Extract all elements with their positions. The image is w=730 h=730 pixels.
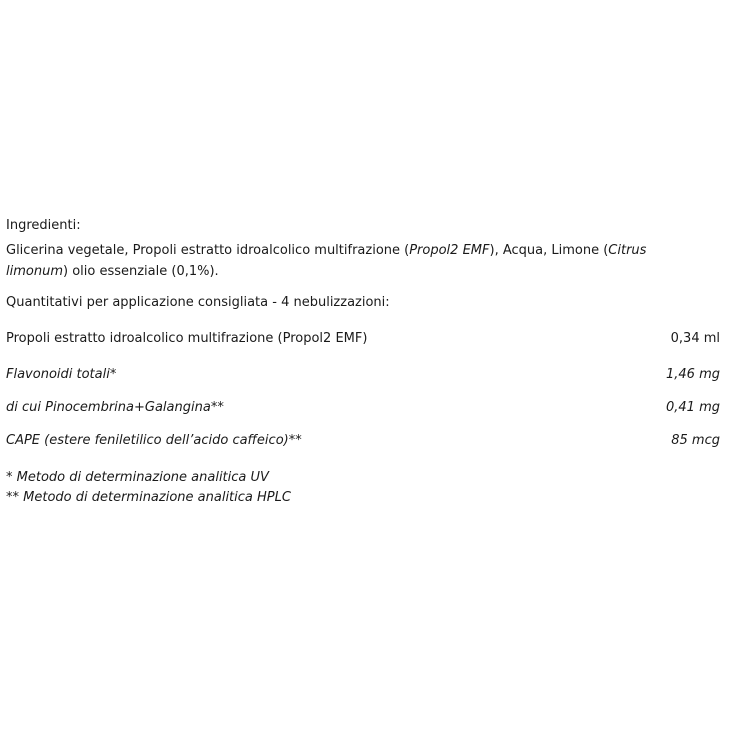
quantity-row [6, 433, 720, 448]
footnote-hplc: ** Metodo di determinazione analitica HPLC [6, 490, 291, 505]
quantity-label: CAPE (estere feniletilico dell’acido caffeico)** [6, 433, 302, 448]
ingredients-citrus-name: Citrus limonum [6, 243, 647, 279]
ingredients-list [6, 240, 696, 282]
quantity-row [6, 400, 720, 415]
quantities-heading: Quantitativi per applicazione consigliata - 4 nebulizzazioni: [6, 295, 390, 310]
quantity-value: 0,41 mg [666, 400, 720, 415]
quantity-value: 85 mcg [671, 433, 720, 448]
quantity-value: 1,46 mg [666, 367, 720, 382]
quantity-label: Flavonoidi totali* [6, 367, 117, 382]
quantity-value: 0,34 ml [670, 331, 720, 346]
footnote-uv: * Metodo di determinazione analitica UV [6, 470, 269, 485]
ingredients-text-part3: ) olio essenziale (0,1%). [62, 264, 219, 279]
quantity-row [6, 367, 720, 382]
quantity-label: di cui Pinocembrina+Galangina** [6, 400, 224, 415]
ingredients-text-part2: ), Acqua, Limone ( [489, 243, 609, 258]
quantity-row [6, 331, 720, 346]
ingredients-text-part1: Glicerina vegetale, Propoli estratto idroalcolico multifrazione ( [6, 243, 410, 258]
quantity-label: Propoli estratto idroalcolico multifrazione (Propol2 EMF) [6, 331, 368, 346]
ingredients-heading: Ingredienti: [6, 218, 81, 233]
ingredients-propol-name: Propol2 EMF [409, 243, 490, 258]
